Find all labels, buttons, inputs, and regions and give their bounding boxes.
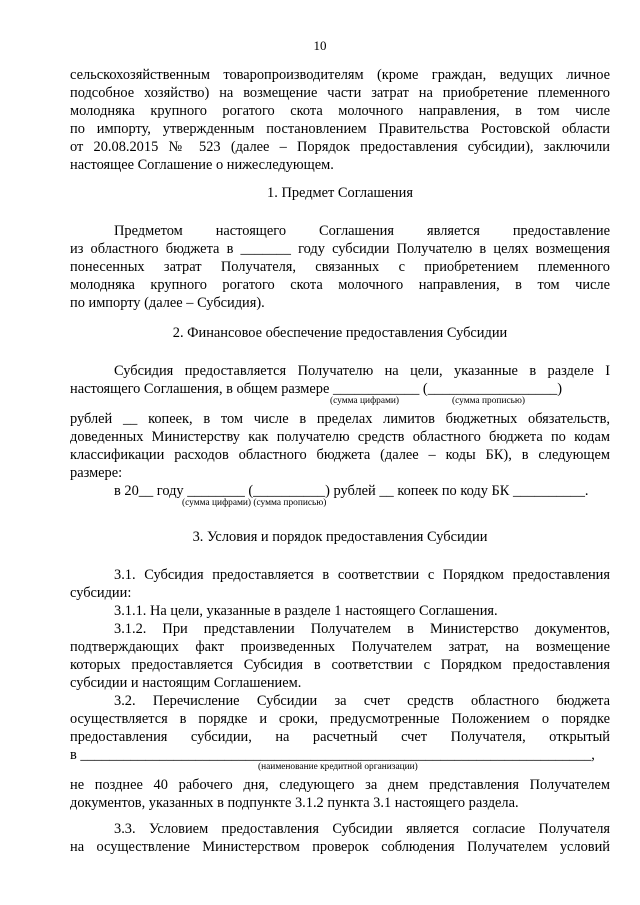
intro-line-2: подсобное хозяйство) на возмещение части затрат на приобретение племенного: [70, 85, 610, 101]
section3-title: 3. Условия и порядок предоставления Субсидии: [192, 529, 488, 545]
p312-line-2: подтверждающих факт произведенных Получателем затрат, на возмещение: [70, 639, 610, 655]
caption-bank-name: (наименование кредитной организации): [258, 762, 418, 772]
p33-line-2: на осуществление Министерством проверок соблюдения Получателем условий: [70, 839, 610, 855]
p32-line-3: предоставления субсидии, на расчетный счет Получателя, открытый: [70, 729, 610, 745]
p32-end-line-2: документов, указанных в подпункте 3.1.2 пункта 3.1 настоящего раздела.: [70, 795, 519, 811]
section2-line-2: настоящего Соглашения, в общем размере ____________ (__________________): [70, 381, 562, 397]
section2-line-5: классификации расходов областного бюджета (далее – коды БК), в следующем: [70, 447, 610, 463]
intro-line-6: настоящее Соглашение о нижеследующем.: [70, 157, 334, 173]
section2-line-4: доведенных Министерству как получателю средств областного бюджета по кодам: [70, 429, 610, 445]
section1-line-2: из областного бюджета в _______ году субсидии Получателю в целях возмещения: [70, 241, 610, 257]
section1-line-1: Предметом настоящего Соглашения является предоставление: [114, 223, 610, 239]
intro-line-4: по импорту, утвержденным постановлением Правительства Ростовской области: [70, 121, 610, 137]
p32-line-1: 3.2. Перечисление Субсидии за счет средств областного бюджета: [114, 693, 610, 709]
p312-line-3: которых предоставляется Субсидия в соответствии с Порядком предоставления: [70, 657, 610, 673]
intro-line-3: молодняка крупного рогатого скота молочного направления, в том числе: [70, 103, 610, 119]
p312-line-1: 3.1.2. При представлении Получателем в Министерство документов,: [114, 621, 610, 637]
bank-line: в _______________________________________________________________________,: [70, 747, 595, 763]
p33-line-1: 3.3. Условием предоставления Субсидии является согласие Получателя: [114, 821, 610, 837]
section1-line-4: молодняка крупного рогатого скота молочного направления, в том числе: [70, 277, 610, 293]
section1-title: 1. Предмет Соглашения: [267, 185, 413, 201]
p32-line-2: осуществляется в порядке и сроки, предусмотренные Положением о порядке: [70, 711, 610, 727]
intro-line-5: от 20.08.2015 № 523 (далее – Порядок предоставления субсидии), заключили: [70, 139, 610, 155]
p312-line-4: субсидии и настоящим Соглашением.: [70, 675, 302, 691]
caption-sum-words: (сумма прописью): [452, 396, 526, 406]
p311-line: 3.1.1. На цели, указанные в разделе 1 настоящего Соглашения.: [114, 603, 498, 619]
section2-title: 2. Финансовое обеспечение предоставления Субсидии: [172, 325, 508, 341]
caption-sum-digits: (сумма цифрами): [330, 396, 400, 406]
page-number: 10: [313, 38, 327, 53]
p31-line-1: 3.1. Субсидия предоставляется в соответствии с Порядком предоставления: [114, 567, 610, 583]
intro-line-1: сельскохозяйственным товаропроизводителям (кроме граждан, ведущих личное: [70, 67, 610, 83]
p32-end-line-1: не позднее 40 рабочего дня, следующего за днем представления Получателем: [70, 777, 610, 793]
section2-line-1: Субсидия предоставляется Получателю на цели, указанные в разделе I: [114, 363, 610, 379]
section2-line-3: рублей __ копеек, в том числе в пределах лимитов бюджетных обязательств,: [70, 411, 610, 427]
section2-year-line: в 20__ году ________ (__________) рублей __ копеек по коду БК __________.: [114, 483, 589, 499]
section1-line-5: по импорту (далее – Субсидия).: [70, 295, 265, 311]
p31-line-2: субсидии:: [70, 585, 132, 601]
section2-line-6: размере:: [70, 465, 123, 481]
caption-year-sums: (сумма цифрами) (сумма прописью): [182, 498, 327, 508]
section1-line-3: понесенных затрат Получателя, связанных с приобретением племенного: [70, 259, 610, 275]
